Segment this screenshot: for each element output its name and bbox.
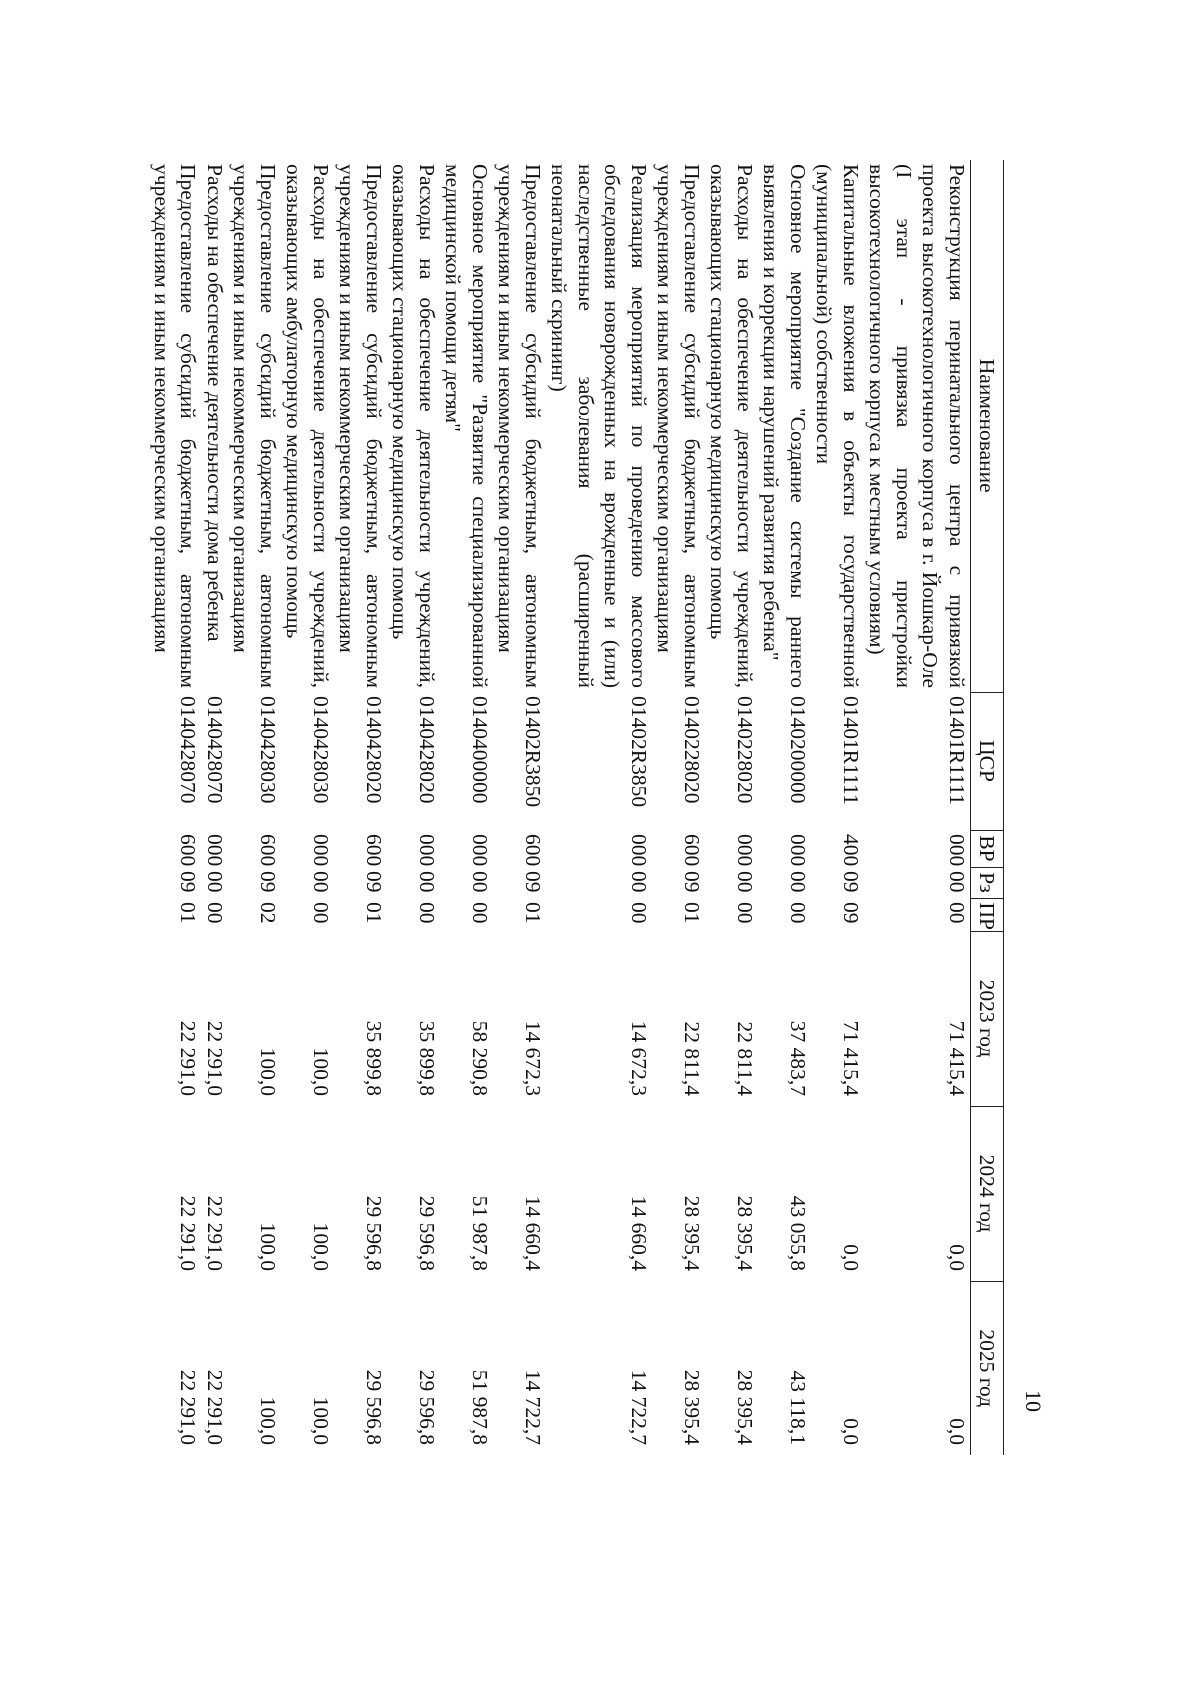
cell-pr: 00	[309, 902, 333, 924]
cell-2023: 14 672,3	[627, 1020, 651, 1096]
cell-name: Предоставление субсидий бюджетным, автономным учреждениям и иным некоммерческим организациям	[150, 164, 201, 688]
cell-2023: 35 899,8	[362, 1020, 386, 1096]
header-2024: 2024 год	[971, 1106, 1004, 1281]
cell-2024: 28 395,4	[680, 1195, 704, 1271]
cell-2023: 22 811,4	[680, 1021, 704, 1096]
cell-csr: 0140428030	[256, 696, 280, 804]
table-row	[334, 160, 387, 1455]
cell-name: Расходы на обеспечение деятельности дома ребенка	[203, 164, 227, 642]
cell-pr: 09	[839, 902, 863, 924]
header-vr: ВР	[971, 830, 1004, 867]
cell-2024: 22 291,0	[203, 1195, 227, 1271]
cell-name: Реализация мероприятий по проведению массового обследования новорожденных на врожденные и (или) наследственные заболевания (расширенный неонатальный скрининг)	[547, 164, 651, 688]
cell-vr: 600	[680, 834, 704, 867]
cell-vr: 000	[733, 834, 757, 867]
header-2025: 2025 год	[971, 1281, 1004, 1455]
cell-rz: 00	[733, 871, 757, 893]
table-row	[493, 160, 546, 1455]
table-row	[811, 160, 864, 1455]
table-row	[387, 160, 440, 1455]
cell-vr: 600	[362, 834, 386, 867]
cell-vr: 000	[468, 834, 492, 867]
table-row	[228, 160, 281, 1455]
table-row	[652, 160, 705, 1455]
cell-name: Основное мероприятие "Развитие специализированной медицинской помощи детям"	[441, 164, 492, 688]
header-name: Наименование	[971, 160, 1004, 692]
cell-csr: 01401R1111	[945, 696, 969, 805]
cell-pr: 02	[256, 902, 280, 924]
cell-2023: 22 291,0	[203, 1020, 227, 1096]
header-csr: ЦСР	[971, 692, 1004, 830]
cell-vr: 000	[945, 834, 969, 867]
cell-2023: 100,0	[309, 1047, 333, 1096]
cell-2025: 14 722,7	[521, 1369, 545, 1445]
cell-vr: 000	[627, 834, 651, 867]
table-row	[758, 160, 811, 1455]
cell-vr: 600	[521, 834, 545, 867]
cell-2025: 0,0	[839, 1418, 863, 1445]
cell-name: Предоставление субсидий бюджетным, автономным учреждениям и иным некоммерческим организациям	[494, 164, 545, 688]
cell-pr: 00	[468, 902, 492, 924]
cell-2023: 100,0	[256, 1047, 280, 1096]
cell-2024: 14 660,4	[521, 1195, 545, 1271]
cell-name: Реконструкция перинатального центра с привязкой проекта высокотехнологичного корпуса в г. Йошкар-Оле (I этап - привязка проекта пристройки высокотехнологичного корпуса к местным условиям)	[865, 164, 969, 688]
cell-pr: 00	[203, 902, 227, 924]
cell-pr: 01	[521, 902, 545, 924]
cell-2023: 37 483,7	[786, 1020, 810, 1096]
cell-csr: 0140428020	[362, 696, 386, 804]
cell-2024: 100,0	[309, 1222, 333, 1271]
cell-rz: 00	[309, 871, 333, 893]
cell-2023: 14 672,3	[521, 1020, 545, 1096]
cell-csr: 0140428070	[203, 696, 227, 804]
cell-name: Основное мероприятие "Создание системы раннего выявления и коррекции нарушений развития ребенка"	[759, 164, 810, 688]
cell-pr: 01	[362, 902, 386, 924]
cell-2025: 28 395,4	[733, 1369, 757, 1445]
cell-2025: 22 291,0	[176, 1369, 201, 1445]
cell-csr: 0140428030	[309, 696, 333, 804]
cell-name: Капитальные вложения в объекты государственной (муниципальной) собственности	[812, 164, 863, 688]
cell-2024: 51 987,8	[468, 1195, 492, 1271]
cell-2025: 14 722,7	[627, 1369, 651, 1445]
cell-csr: 0140228020	[733, 696, 757, 804]
cell-2024: 0,0	[945, 1244, 969, 1271]
cell-2025: 100,0	[256, 1396, 280, 1445]
cell-vr: 600	[256, 834, 280, 867]
cell-rz: 09	[839, 871, 863, 893]
cell-pr: 00	[945, 902, 969, 924]
cell-vr: 600	[176, 834, 201, 867]
cell-2025: 51 987,8	[468, 1369, 492, 1445]
cell-2024: 22 291,0	[176, 1195, 201, 1271]
header-rz: Рз	[971, 867, 1004, 898]
cell-rz: 00	[627, 871, 651, 893]
table-row	[281, 160, 334, 1455]
cell-2023: 58 290,8	[468, 1020, 492, 1096]
cell-pr: 01	[176, 902, 201, 924]
cell-csr: 0140400000	[468, 696, 492, 804]
cell-vr: 000	[203, 834, 227, 867]
cell-pr: 01	[680, 902, 704, 924]
cell-2023: 22 291,0	[176, 1020, 201, 1096]
cell-vr: 000	[415, 834, 439, 867]
cell-csr: 01401R1111	[839, 696, 863, 805]
table-row	[440, 160, 493, 1455]
cell-name: Расходы на обеспечение деятельности учреждений, оказывающих стационарную медицинскую помощь	[706, 164, 757, 688]
table-row	[864, 160, 971, 1455]
cell-name: Предоставление субсидий бюджетным, автономным учреждениям и иным некоммерческим организациям	[229, 164, 280, 688]
cell-name: Расходы на обеспечение деятельности учреждений, оказывающих амбулаторную медицинскую помощь	[282, 164, 333, 688]
cell-2024: 43 055,8	[786, 1195, 810, 1271]
table-row	[705, 160, 758, 1455]
cell-rz: 09	[521, 871, 545, 893]
cell-csr: 0140200000	[786, 696, 810, 804]
cell-vr: 000	[309, 834, 333, 867]
cell-2024: 14 660,4	[627, 1195, 651, 1271]
cell-2025: 22 291,0	[203, 1369, 227, 1445]
cell-csr: 01402R3850	[521, 696, 545, 808]
cell-2023: 35 899,8	[415, 1020, 439, 1096]
budget-table	[149, 160, 1005, 1455]
cell-2023: 22 811,4	[733, 1021, 757, 1096]
cell-name: Предоставление субсидий бюджетным, автономным учреждениям и иным некоммерческим организациям	[335, 164, 386, 688]
cell-vr: 000	[786, 834, 810, 867]
cell-2024: 0,0	[839, 1244, 863, 1271]
table-header	[971, 160, 1004, 1455]
cell-2024: 29 596,8	[415, 1195, 439, 1271]
header-pr: ПР	[971, 898, 1004, 931]
cell-2024: 100,0	[256, 1222, 280, 1271]
cell-2023: 71 415,4	[839, 1020, 863, 1096]
cell-2025: 29 596,8	[415, 1369, 439, 1445]
cell-pr: 00	[415, 902, 439, 924]
cell-2024: 29 596,8	[362, 1195, 386, 1271]
table-row	[149, 160, 202, 1455]
cell-csr: 0140228020	[680, 696, 704, 804]
cell-pr: 00	[733, 902, 757, 924]
header-2023: 2023 год	[971, 931, 1004, 1106]
cell-2024: 28 395,4	[733, 1195, 757, 1271]
cell-name: Расходы на обеспечение деятельности учреждений, оказывающих стационарную медицинскую помощь	[388, 164, 439, 688]
cell-rz: 00	[468, 871, 492, 893]
cell-rz: 00	[415, 871, 439, 893]
table-row	[546, 160, 652, 1455]
cell-2025: 29 596,8	[362, 1369, 386, 1445]
cell-rz: 00	[786, 871, 810, 893]
cell-name: Предоставление субсидий бюджетным, автономным учреждениям и иным некоммерческим организациям	[653, 164, 704, 688]
cell-csr: 0140428020	[415, 696, 439, 804]
cell-rz: 09	[362, 871, 386, 893]
cell-2025: 43 118,1	[786, 1370, 810, 1445]
table-body	[149, 160, 971, 1455]
cell-2025: 0,0	[945, 1418, 969, 1445]
cell-pr: 00	[786, 902, 810, 924]
cell-rz: 09	[256, 871, 280, 893]
table-row	[202, 160, 229, 1455]
page-number: 10	[1021, 1390, 1046, 1412]
cell-2025: 100,0	[309, 1396, 333, 1445]
cell-2025: 28 395,4	[680, 1369, 704, 1445]
cell-csr: 0140428070	[176, 696, 201, 804]
cell-vr: 400	[839, 834, 863, 867]
cell-rz: 09	[176, 871, 201, 893]
rotated-content	[150, 150, 1056, 1450]
cell-rz: 00	[203, 871, 227, 893]
cell-pr: 00	[627, 902, 651, 924]
cell-rz: 00	[945, 871, 969, 893]
cell-csr: 01402R3850	[627, 696, 651, 808]
cell-2023: 71 415,4	[945, 1020, 969, 1096]
cell-rz: 09	[680, 871, 704, 893]
